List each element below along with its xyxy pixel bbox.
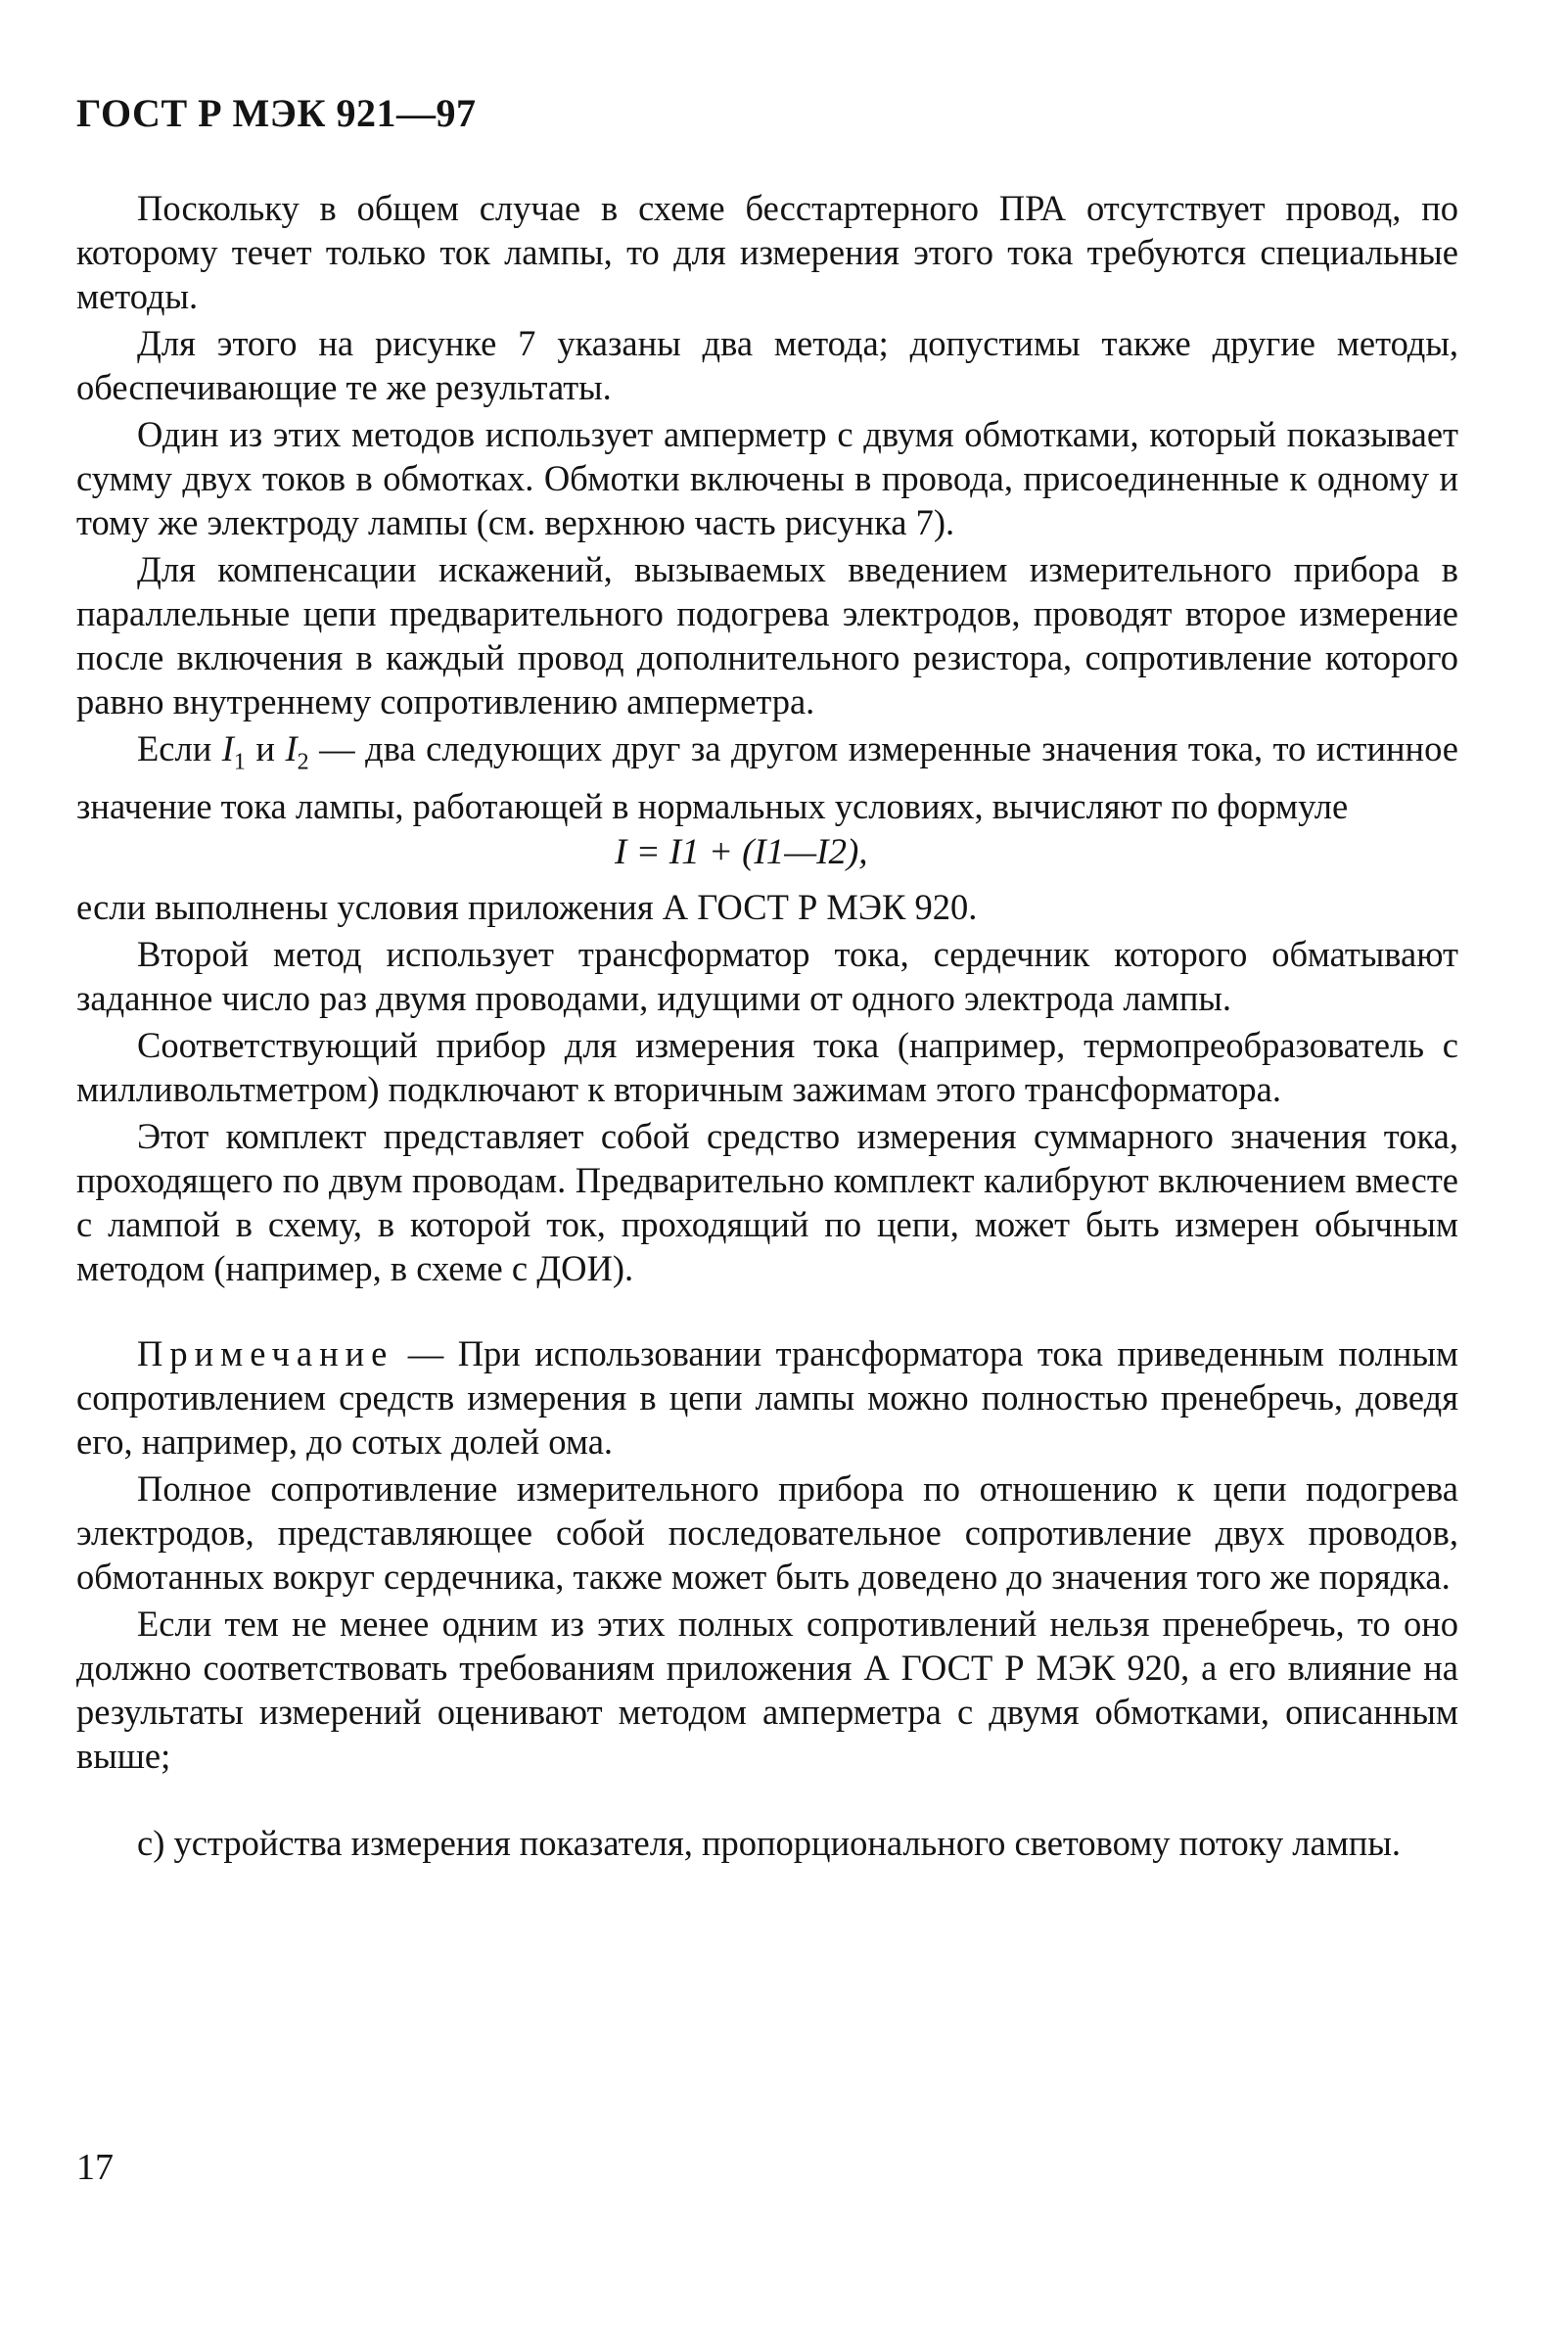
list-item-c: с) устройства измерения показателя, пропорционального световому потоку лампы. [137,1823,1401,1864]
current-subscript-1: 1 [233,749,246,775]
paragraph-4: Для компенсации искажений, вызываемых введением измерительного прибора в параллельные цепи предварительного подогрева электродов, проводят второе измерение после включения в каждый провод дополнительного резистора, сопротивление которого равно внутреннему сопротивлению амперметра. [76,549,1458,721]
paragraph-10: Полное сопротивление измерительного прибора по отношению к цепи подогрева электродов, представляющее собой последовательное сопротивление двух проводов, обмотанных вокруг сердечника, также может быть доведено до значения того же порядка. [76,1468,1458,1598]
paragraph-2: Для этого на рисунке 7 указаны два метода; допустимы также другие методы, обеспечивающие те же результаты. [76,323,1458,407]
document-body [76,186,1458,1865]
current-symbol-2: I [285,728,298,768]
current-symbol-1: I [221,728,234,768]
paragraph-9: Этот комплект представляет собой средство измерения суммарного значения тока, проходящего по двум проводам. Предварительно комплект калибруют включением вместе с лампой в схему, в которой ток, проходящий по цепи, может быть измерен обычным методом (например, в схеме с ДОИ). [76,1116,1458,1289]
page-number: 17 [76,2147,114,2188]
paragraph-5-rest: — два следующих друг за другом измеренные значения тока, то истинное значение тока лампы, работающей в нормальных условиях, вычисляют по формуле [76,728,1458,827]
paragraph-5 [76,726,1458,828]
paragraph-8: Соответствующий прибор для измерения тока (например, термопреобразователь с милливольтметром) подключают к вторичным зажимам этого трансформатора. [76,1025,1458,1110]
paragraph-11: Если тем не менее одним из этих полных сопротивлений нельзя пренебречь, то оно должно соответствовать требованиям приложения А ГОСТ Р МЭК 920, а его влияние на результаты измерений оценивают методом амперметра с двумя обмотками, описанным выше; [76,1604,1458,1777]
note-paragraph [76,1331,1458,1464]
paragraph-6: если выполнены условия приложения А ГОСТ Р МЭК 920. [76,887,978,928]
paragraph-5-start: Если [137,728,222,768]
document-header: ГОСТ Р МЭК 921—97 [76,91,477,135]
paragraph-3: Один из этих методов использует амперметр с двумя обмотками, который показывает сумму двух токов в обмотках. Обмотки включены в провода, присоединенные к одному и тому же электроду лампы (см. верхнюю часть рисунка 7). [76,414,1458,542]
note-text: — При использовании трансформатора тока приведенным полным сопротивлением средств измерения в цепи лампы можно полностью пренебречь, доведя его, например, до сотых долей ома. [76,1333,1458,1463]
paragraph-1: Поскольку в общем случае в схеме бесстартерного ПРА отсутствует провод, по которому течет только ток лампы, то для измерения этого тока требуются специальные методы. [76,188,1458,316]
current-subscript-2: 2 [297,749,309,775]
paragraph-5-and: и [245,728,286,768]
note-label: Примечание [137,1333,394,1374]
current-formula: I = I1 + (I1—I2), [615,832,868,873]
paragraph-7: Второй метод использует трансформатор тока, сердечник которого обматывают заданное число раз двумя проводами, идущими от одного электрода лампы. [76,934,1458,1019]
